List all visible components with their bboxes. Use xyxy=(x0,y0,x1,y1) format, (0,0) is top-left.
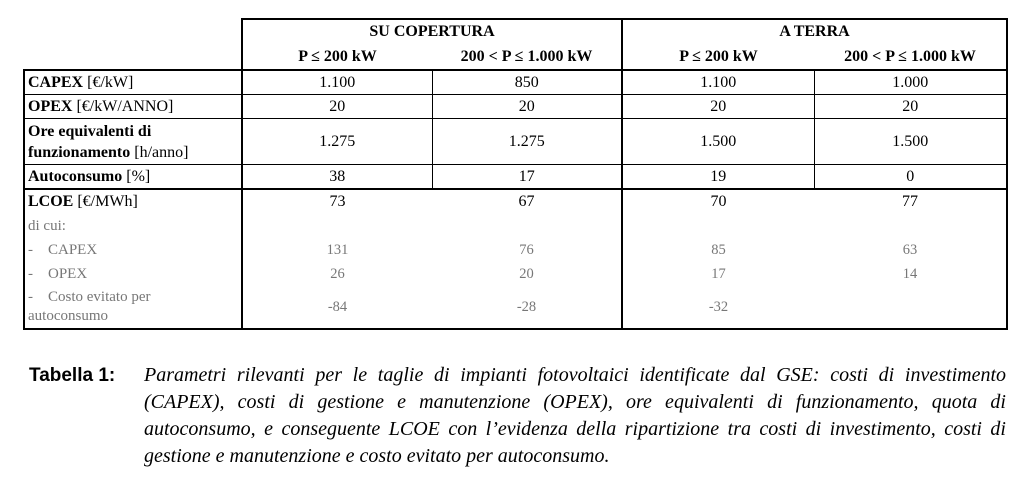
table-cell: 1.275 xyxy=(242,119,432,165)
row-label: - Costo evitato per autoconsumo xyxy=(24,286,242,329)
table-cell: 20 xyxy=(519,265,534,282)
table-cell: 131 xyxy=(326,241,349,258)
row-label: LCOE [€/MWh] xyxy=(24,189,242,214)
table-cell: 1.500 xyxy=(622,119,814,165)
row-autoconsumo xyxy=(24,165,1007,190)
sub-header-row xyxy=(24,44,1007,70)
row-label: Autoconsumo [%] xyxy=(24,165,242,190)
row-capex xyxy=(24,70,1007,95)
table-cell: 20 xyxy=(242,95,432,119)
table-cell: 85 xyxy=(622,238,814,262)
table-cell: 76 xyxy=(519,241,534,258)
group-header-a-terra: A TERRA xyxy=(622,19,1007,44)
row-label: Ore equivalenti di funzionamento [h/anno] xyxy=(24,119,242,165)
row-breakdown-opex xyxy=(24,262,1007,286)
group-header-row xyxy=(24,19,1007,44)
table-cell: 73 xyxy=(242,189,432,214)
di-cui-label: di cui: xyxy=(24,214,242,238)
group-header-su-copertura: SU COPERTURA xyxy=(242,19,622,44)
table-cell: 1.500 xyxy=(814,119,1007,165)
row-breakdown-costo-evitato xyxy=(24,286,1007,329)
caption-text: Parametri rilevanti per le taglie di impianti fotovoltaici identificate dal GSE: costi di investimento (CAPEX), costi di gestione e manutenzione (OPEX), ore equivalenti di funzionamento, quota di autoconsumo, e conseguente LCOE con l’evidenza della ripartizione tra costi di investimento, costi di gestione e manutenzione e costo evitato per autoconsumo. xyxy=(144,364,1006,467)
table-cell: 63 xyxy=(814,238,1007,262)
row-label: OPEX [€/kW/ANNO] xyxy=(24,95,242,119)
caption-label: Tabella 1: xyxy=(29,365,116,386)
table-cell: 17 xyxy=(518,167,535,185)
table-cell: 20 xyxy=(622,95,814,119)
table-cell: 1.000 xyxy=(814,70,1007,95)
table-cell: -32 xyxy=(622,286,814,329)
sub-header: P ≤ 200 kW xyxy=(242,44,432,70)
table-cell: 20 xyxy=(432,95,622,119)
row-breakdown-capex xyxy=(24,238,1007,262)
row-di-cui xyxy=(24,214,1007,238)
table-cell: 14 xyxy=(814,262,1007,286)
sub-header: 200 < P ≤ 1.000 kW xyxy=(460,47,593,65)
table-cell: 17 xyxy=(622,262,814,286)
table-cell xyxy=(814,286,1007,329)
parameters-table xyxy=(23,18,1008,330)
row-ore-equivalenti xyxy=(24,119,1007,165)
sub-header: P ≤ 200 kW xyxy=(622,44,814,70)
sub-header: 200 < P ≤ 1.000 kW xyxy=(814,44,1007,70)
row-label: - OPEX xyxy=(24,262,242,286)
row-opex xyxy=(24,95,1007,119)
table-cell: 1.100 xyxy=(242,70,432,95)
table-cell: 26 xyxy=(330,265,345,282)
table-cell: -28 xyxy=(432,286,622,329)
row-label: CAPEX [€/kW] xyxy=(24,70,242,95)
row-lcoe xyxy=(24,189,1007,214)
table-cell: 850 xyxy=(432,70,622,95)
table-cell: 20 xyxy=(814,95,1007,119)
table-cell: 1.275 xyxy=(432,119,622,165)
table-cell: 67 xyxy=(432,189,622,214)
table-cell: 38 xyxy=(242,165,432,190)
table-cell: 77 xyxy=(814,189,1007,214)
table-cell: 70 xyxy=(622,189,814,214)
table-cell: 19 xyxy=(622,165,814,190)
table-cell: 1.100 xyxy=(622,70,814,95)
row-label: - CAPEX xyxy=(24,238,242,262)
table-cell: 0 xyxy=(814,165,1007,190)
table-cell: -84 xyxy=(242,286,432,329)
